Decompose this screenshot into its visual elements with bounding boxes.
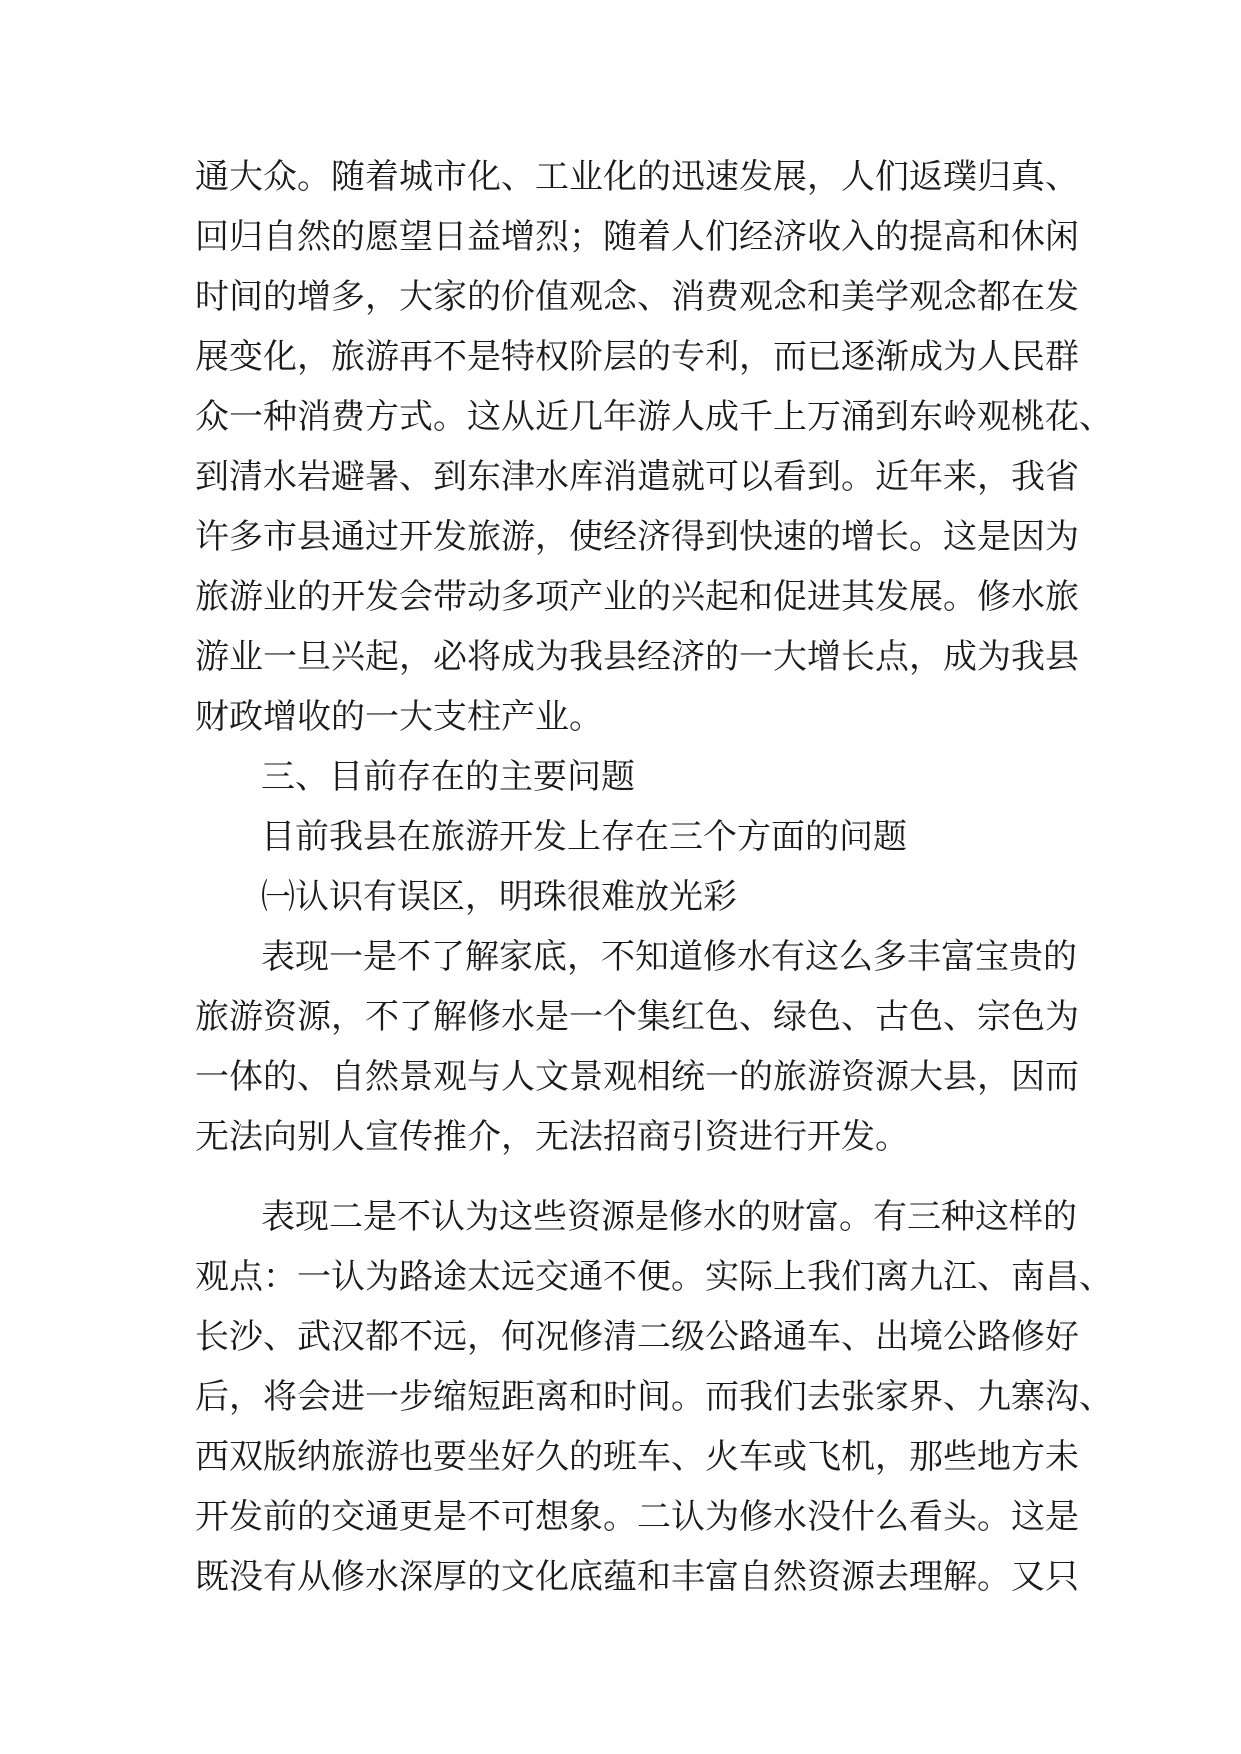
body-line: 到清水岩避暑、到东津水库消遣就可以看到。近年来，我省 — [195, 457, 1079, 497]
section-intro: 目前我县在旅游开发上存在三个方面的问题 — [261, 817, 907, 857]
body-line: 长沙、武汉都不远，何况修清二级公路通车、出境公路修好 — [195, 1317, 1079, 1357]
body-line: 既没有从修水深厚的文化底蕴和丰富自然资源去理解。又只 — [195, 1557, 1079, 1597]
section-heading: 三、目前存在的主要问题 — [261, 757, 635, 797]
body-line: 财政增收的一大支柱产业。 — [195, 697, 603, 737]
body-line: 表现二是不认为这些资源是修水的财富。有三种这样的 — [261, 1197, 1077, 1237]
body-line: 旅游业的开发会带动多项产业的兴起和促进其发展。修水旅 — [195, 577, 1079, 617]
body-line: 旅游资源，不了解修水是一个集红色、绿色、古色、宗色为 — [195, 997, 1079, 1037]
body-line: 众一种消费方式。这从近几年游人成千上万涌到东岭观桃花、 — [195, 397, 1113, 437]
body-line: 西双版纳旅游也要坐好久的班车、火车或飞机，那些地方未 — [195, 1437, 1079, 1477]
body-line: 表现一是不了解家底，不知道修水有这么多丰富宝贵的 — [261, 937, 1077, 977]
body-line: 开发前的交通更是不可想象。二认为修水没什么看头。这是 — [195, 1497, 1079, 1537]
body-line: 后，将会进一步缩短距离和时间。而我们去张家界、九寨沟、 — [195, 1377, 1113, 1417]
body-line: 回归自然的愿望日益增烈；随着人们经济收入的提高和休闲 — [195, 217, 1079, 257]
body-line: 许多市县通过开发旅游，使经济得到快速的增长。这是因为 — [195, 517, 1079, 557]
body-line: 观点：一认为路途太远交通不便。实际上我们离九江、南昌、 — [195, 1257, 1113, 1297]
body-line: 无法向别人宣传推介，无法招商引资进行开发。 — [195, 1117, 909, 1157]
body-line: 一体的、自然景观与人文景观相统一的旅游资源大县，因而 — [195, 1057, 1079, 1097]
body-line: 通大众。随着城市化、工业化的迅速发展，人们返璞归真、 — [195, 157, 1079, 197]
subsection-heading: ㈠认识有误区，明珠很难放光彩 — [261, 877, 737, 917]
body-line: 游业一旦兴起，必将成为我县经济的一大增长点，成为我县 — [195, 637, 1079, 677]
body-line: 时间的增多，大家的价值观念、消费观念和美学观念都在发 — [195, 277, 1079, 317]
body-line: 展变化，旅游再不是特权阶层的专利，而已逐渐成为人民群 — [195, 337, 1079, 377]
